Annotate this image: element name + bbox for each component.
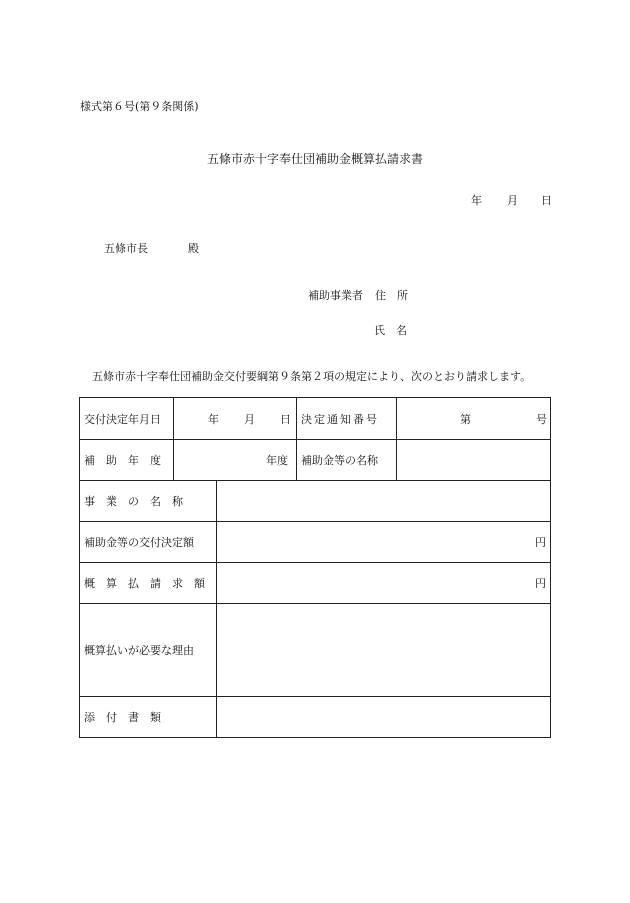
request-table (79, 397, 551, 738)
date-month-label: 月 (507, 194, 518, 207)
grant-amount-unit: 円 (535, 535, 546, 549)
decision-year-label: 年 (208, 412, 219, 426)
request-amount-label: 概 算 払 請 求 額 (84, 576, 205, 590)
notice-dai-label: 第 (460, 412, 471, 426)
grant-amount-label: 補助金等の交付決定額 (84, 535, 194, 549)
applicant-label: 補助事業者 (308, 289, 363, 302)
request-statement: 五條市赤十字奉仕団補助金交付要綱第９条第２項の規定により、次のとおり請求します。 (92, 370, 532, 383)
attachments-label: 添 付 書 類 (84, 710, 161, 724)
decision-month-label: 月 (244, 412, 255, 426)
decision-day-label: 日 (280, 412, 291, 426)
notice-go-label: 号 (536, 412, 547, 426)
notice-number-label: 決定通知番号 (301, 412, 379, 426)
reason-label: 概算払いが必要な理由 (84, 643, 194, 657)
addressee-name: 五條市長 (104, 242, 148, 255)
nendo-label: 年度 (266, 453, 288, 467)
form-number: 様式第６号(第９条関係) (80, 100, 199, 113)
decision-date-label: 交付決定年月日 (84, 412, 161, 426)
subsidy-name-label: 補助金等の名称 (301, 453, 378, 467)
date-day-label: 日 (541, 194, 552, 207)
project-name-label: 事 業 の 名 称 (84, 494, 183, 508)
addressee-honorific: 殿 (188, 242, 199, 255)
fiscal-year-label: 補 助 年 度 (84, 453, 161, 467)
address-label: 住 所 (375, 289, 408, 302)
applicant-name-label: 氏 名 (374, 324, 407, 337)
addressee (104, 240, 199, 256)
date-year-label: 年 (471, 194, 482, 207)
applicant-address-line (308, 287, 408, 303)
document-title: 五條市赤十字奉仕団補助金概算払請求書 (206, 152, 423, 166)
request-amount-unit: 円 (535, 576, 546, 590)
